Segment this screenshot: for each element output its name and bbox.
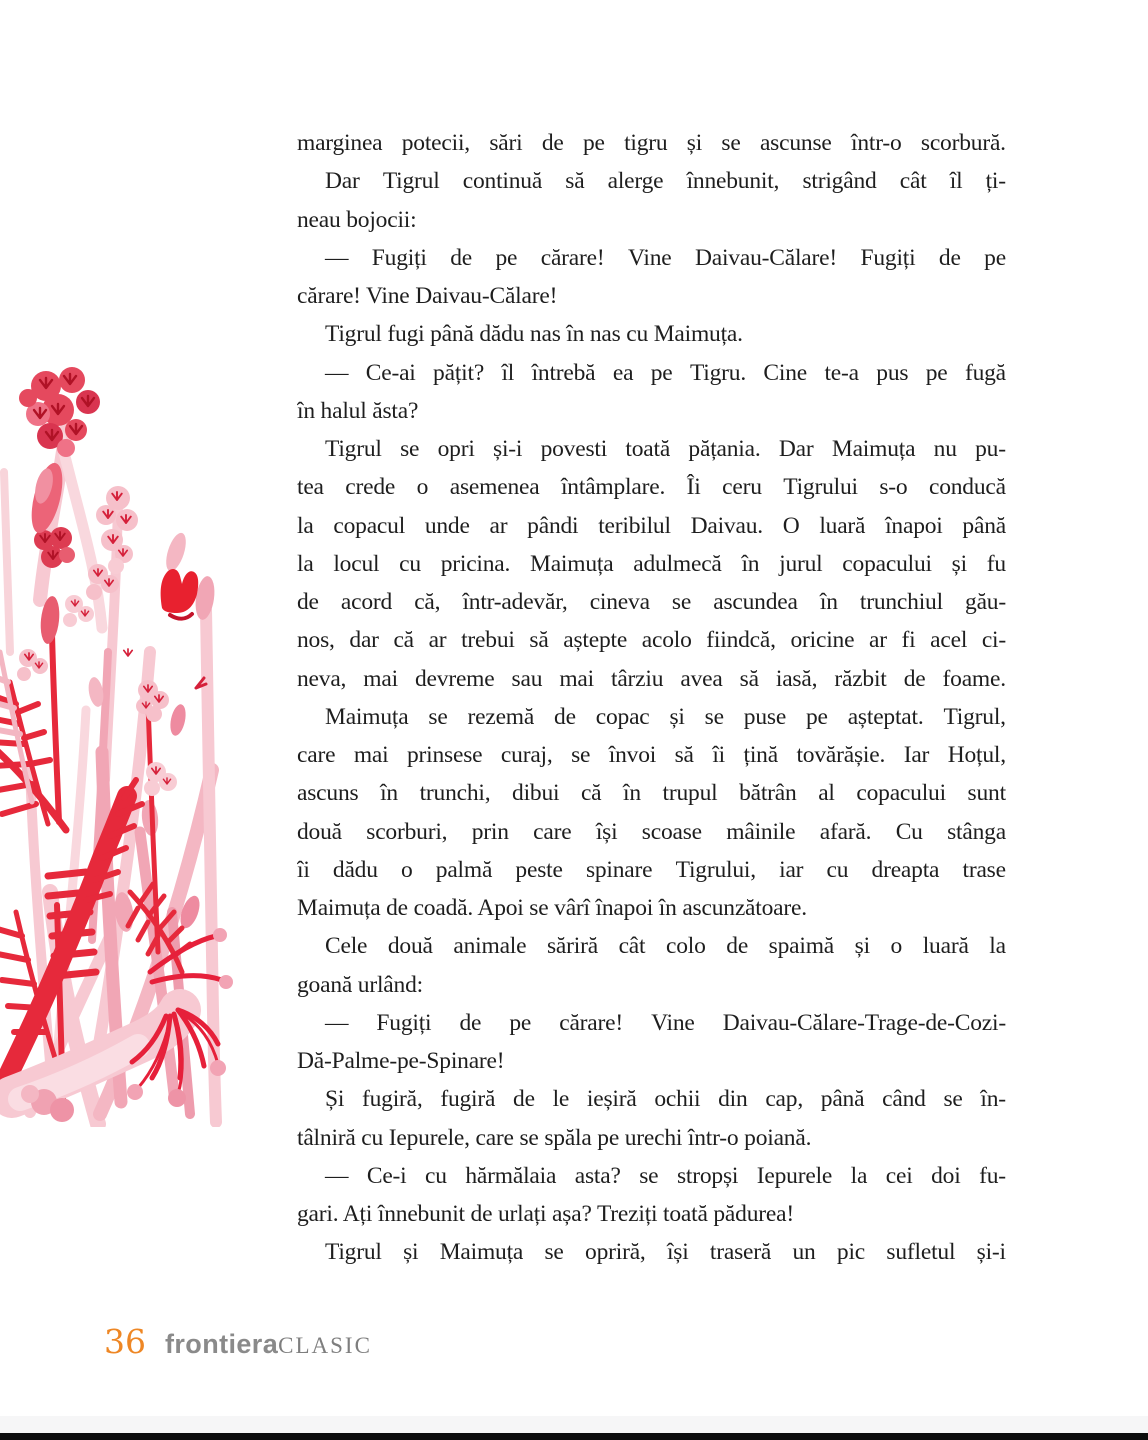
paragraph — [297, 124, 1006, 162]
paragraph — [297, 698, 1006, 928]
flower-cluster-top — [19, 367, 100, 457]
text-line: la copacul unde ar pândi teribilul Daivau. O luară înapoi până — [297, 512, 1006, 539]
text-line: Maimuța de coadă. Apoi se vârî înapoi în ascunzătoare. — [297, 895, 807, 921]
text-line: neva, mai devreme sau mai târziu avea să iasă, răzbit de foame. — [297, 665, 1006, 692]
paragraph — [297, 1233, 1006, 1271]
text-line: — Fugiți de pe cărare! Vine Daivau-Călare-Trage-de-Cozi- — [325, 1009, 1006, 1036]
text-line: Maimuța se rezemă de copac și se puse pe așteptat. Tigrul, — [325, 703, 1006, 730]
text-line: — Ce-ai pățit? îl întrebă ea pe Tigru. Cine te-a pus pe fugă — [325, 359, 1006, 386]
page-number: 36 — [104, 1322, 146, 1361]
text-line: nos, dar că ar trebui să aștepte acolo fiindcă, oricine ar fi acel ci- — [297, 627, 1006, 654]
text-line: neau bojocii: — [297, 206, 417, 233]
page-footer — [104, 1322, 372, 1362]
text-line: marginea potecii, sări de pe tigru și se ascunse într-o scorbură. — [297, 130, 1006, 156]
text-line: îi dădu o palmă peste spinare Tigrului, iar cu dreapta trase — [297, 856, 1006, 883]
text-line: ascuns în trunchi, dibui că în trupul bătrân al copacului sunt — [297, 780, 1006, 807]
text-line: Cele două animale săriră cât colo de spaimă și o luară la — [325, 933, 1006, 960]
paragraph — [297, 1080, 1006, 1157]
text-line: în halul ăsta? — [297, 397, 419, 424]
text-line: — Fugiți de pe cărare! Vine Daivau-Călare! Fugiți de pe — [325, 244, 1006, 271]
text-line: Tigrul fugi până dădu nas în nas cu Maimuța. — [325, 321, 743, 348]
paragraph — [297, 1157, 1006, 1234]
text-line: goană urlând: — [297, 971, 423, 998]
text-line: Tigrul și Maimuța se opriră, își traseră un pic sufletul și-i — [325, 1239, 1006, 1266]
publisher-name: frontiera — [165, 1329, 279, 1359]
text-line: la locul cu pricina. Maimuța adulmecă în jurul copacului și fu — [297, 550, 1006, 577]
text-line: tea crede o asemenea întâmplare. Îi ceru Tigrului s-o conducă — [297, 474, 1006, 501]
text-line: cărare! Vine Daivau-Călare! — [297, 283, 558, 309]
text-line: — Ce-i cu hărmălaia asta? se stropși Iepurele la cei doi fu- — [325, 1162, 1006, 1189]
text-line: de acord că, într-adevăr, cineva se ascundea în trunchiul gău- — [297, 589, 1006, 615]
paragraph — [297, 1004, 1006, 1081]
publisher-logo — [165, 1329, 372, 1360]
text-line: gari. Ați înnebunit de urlați așa? Treziți toată pădurea! — [297, 1201, 794, 1227]
page-bottom-shade — [0, 1416, 1148, 1433]
text-line: Dă-Palme-pe-Spinare! — [297, 1048, 505, 1074]
paragraph — [297, 315, 1006, 353]
text-line: tâlniră cu Iepurele, care se spăla pe urechi într-o poiană. — [297, 1124, 812, 1151]
tulip-flower — [161, 569, 199, 619]
text-line: care mai prinsese curaj, se învoi să îi țină tovărășie. Iar Hoțul, — [297, 742, 1006, 768]
text-line: Tigrul se opri și-i povesti toată pățania. Dar Maimuța nu pu- — [325, 436, 1006, 462]
paragraph — [297, 354, 1006, 431]
text-line: Și fugiră, fugiră de le ieșiră ochii din cap, până când se în- — [325, 1086, 1006, 1113]
paragraph — [297, 430, 1006, 698]
paragraph — [297, 239, 1006, 316]
text-block — [297, 124, 1006, 1272]
publisher-series: CLASIC — [278, 1333, 372, 1358]
paragraph — [297, 162, 1006, 239]
paragraph — [297, 927, 1006, 1004]
page-bottom-edge — [0, 1433, 1148, 1440]
text-line: Dar Tigrul continuă să alerge înnebunit, strigând cât îl ți- — [325, 168, 1006, 195]
text-line: două scorburi, prin care își scoase mâinile afară. Cu stânga — [297, 818, 1006, 845]
watercolor-flowers-illustration — [0, 352, 276, 1127]
